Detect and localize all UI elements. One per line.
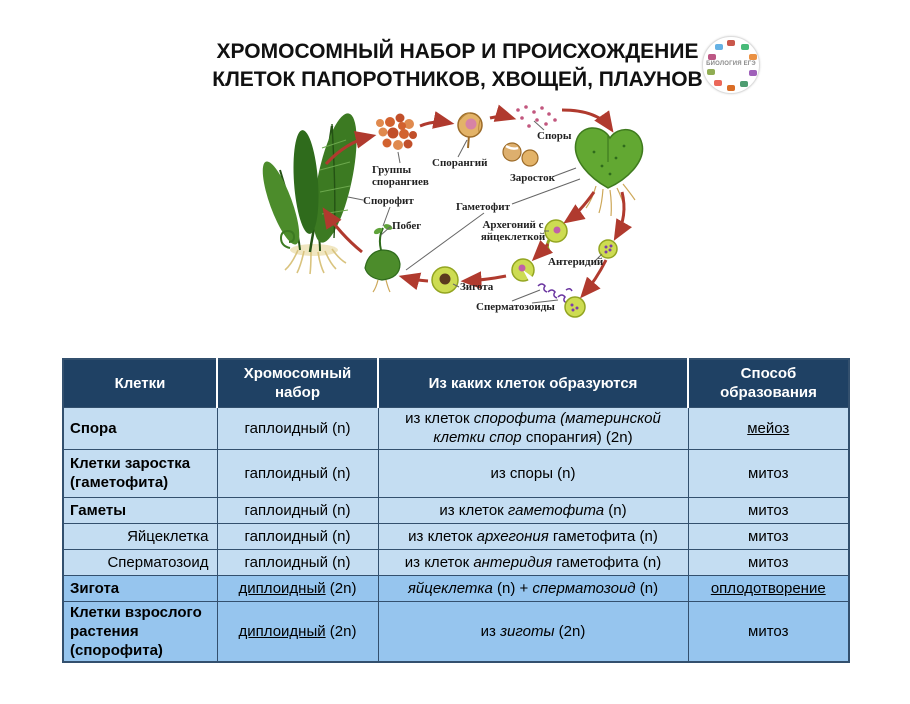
cell-text-segment: сперматозоид	[532, 579, 636, 597]
zygote-drawing	[432, 267, 458, 293]
label-spores: Споры	[537, 130, 572, 142]
page-title-line1: ХРОМОСОМНЫЙ НАБОР И ПРОИСХОЖДЕНИЕ	[216, 40, 699, 63]
logo-art-dot	[707, 69, 715, 75]
cell-text-segment: (2n)	[325, 579, 357, 597]
label-sporangia-groups: Группы спорангиев	[372, 164, 429, 188]
cell-text-segment: из клеток	[404, 553, 474, 571]
cell-text-segment: диплоидный	[238, 579, 326, 597]
label-prothallus: Заросток	[510, 172, 555, 184]
cell-r2c0	[63, 497, 217, 523]
col-header-chromosome-set: Хромосомный набор	[217, 359, 378, 407]
cell-r5c1	[217, 575, 378, 601]
cell-text-segment: гаплоидный (n)	[244, 553, 351, 571]
cell-r4c2	[378, 549, 688, 575]
lower-archegonium-drawing	[565, 297, 585, 317]
sporangium-drawing	[458, 113, 482, 148]
table-row	[63, 601, 849, 662]
cell-r6c3	[688, 601, 849, 662]
cell-text-segment: гаплоидный (n)	[244, 501, 351, 519]
col-header-formed-from: Из каких клеток образуются	[378, 359, 688, 407]
cell-text-segment: (n) +	[492, 579, 533, 597]
cell-r0c3	[688, 407, 849, 449]
table-row	[63, 497, 849, 523]
cell-text-segment: (2n)	[325, 622, 357, 640]
biology-ege-logo	[702, 36, 760, 94]
cell-r3c1	[217, 523, 378, 549]
cell-r6c2	[378, 601, 688, 662]
cell-text-segment: Яйцеклетка	[127, 527, 209, 545]
fern-life-cycle-diagram	[250, 100, 710, 350]
cell-r3c2	[378, 523, 688, 549]
cell-text-segment: (n)	[604, 501, 627, 519]
label-sporophyte: Спорофит	[363, 195, 414, 207]
cell-r0c0	[63, 407, 217, 449]
cell-text-segment: спорофита (материнской клетки спор	[433, 410, 661, 446]
cell-r6c0	[63, 601, 217, 662]
cell-text-segment: из клеток	[408, 527, 477, 545]
cell-r2c2	[378, 497, 688, 523]
cell-text-segment: (2n)	[554, 622, 586, 640]
cell-text-segment: из	[480, 622, 501, 640]
page-title-line2: КЛЕТОК ПАПОРОТНИКОВ, ХВОЩЕЙ, ПЛАУНОВ	[212, 68, 703, 91]
cell-text-segment: Сперматозоид	[107, 553, 209, 571]
cell-text-segment: из клеток	[439, 501, 508, 519]
col-header-formation-method: Способ образования	[688, 359, 849, 407]
cell-text-segment: митоз	[748, 527, 789, 545]
cell-text-segment: оплодотворение	[710, 579, 826, 597]
cell-r0c1	[217, 407, 378, 449]
cell-r4c3	[688, 549, 849, 575]
cell-r2c1	[217, 497, 378, 523]
table-row	[63, 449, 849, 497]
logo-art-dot	[727, 85, 735, 91]
cell-r4c0	[63, 549, 217, 575]
logo-art-dot	[749, 54, 757, 60]
table-header-row	[63, 359, 849, 407]
cell-text-segment: митоз	[748, 501, 789, 519]
table-row	[63, 523, 849, 549]
label-antheridium: Антеридий	[548, 256, 604, 268]
cell-r5c0	[63, 575, 217, 601]
cell-text-segment: антеридия	[473, 553, 553, 571]
cell-text-segment: митоз	[748, 464, 789, 482]
cell-text-segment: гаметофита (n)	[548, 527, 658, 545]
table-body	[63, 407, 849, 662]
cell-text-segment: из споры (n)	[490, 464, 576, 482]
cell-text-segment: Клетки взрослого растения (спорофита)	[70, 603, 202, 659]
cell-r1c3	[688, 449, 849, 497]
cell-text-segment: спорангия) (2n)	[521, 429, 633, 446]
label-shoot: Побег	[392, 220, 422, 232]
cell-text-segment: митоз	[748, 622, 789, 640]
cell-r2c3	[688, 497, 849, 523]
logo-art-dot	[714, 80, 722, 86]
cell-text-segment: гаметофита	[507, 501, 605, 519]
logo-art-dot	[715, 44, 723, 50]
col-header-cells: Клетки	[63, 359, 217, 407]
cell-text-segment: гаметофита (n)	[552, 553, 662, 571]
cell-r4c1	[217, 549, 378, 575]
logo-art-dot	[727, 40, 735, 46]
page-title	[150, 38, 765, 94]
logo-art-dot	[740, 81, 748, 87]
cell-text-segment: гаплоидный (n)	[244, 419, 351, 437]
label-spermatozoa: Сперматозоиды	[476, 301, 555, 313]
cell-text-segment: митоз	[748, 553, 789, 571]
cell-r1c2	[378, 449, 688, 497]
cell-text-segment: диплоидный	[238, 622, 326, 640]
cell-text-segment: Спора	[70, 419, 117, 437]
cell-r6c1	[217, 601, 378, 662]
logo-art-dot	[708, 54, 716, 60]
table-header	[63, 359, 849, 407]
cell-r3c3	[688, 523, 849, 549]
cell-r0c2	[378, 407, 688, 449]
sporangia-cluster-drawing	[376, 114, 417, 151]
cell-r1c0	[63, 449, 217, 497]
cell-text-segment: яйцеклетка	[407, 579, 493, 597]
chromosome-set-table	[62, 358, 850, 663]
table-row	[63, 407, 849, 449]
label-zygote: Зигота	[460, 281, 494, 293]
cell-text-segment: из клеток	[405, 410, 474, 427]
cell-text-segment: архегония	[476, 527, 549, 545]
cell-text-segment: гаплоидный (n)	[244, 464, 351, 482]
fern-sporophyte-drawing	[256, 110, 366, 274]
label-sporangium: Спорангий	[432, 157, 488, 169]
open-archegonium-drawing	[512, 259, 534, 283]
cell-r5c2	[378, 575, 688, 601]
cell-r5c3	[688, 575, 849, 601]
table-row	[63, 549, 849, 575]
label-archegonium-egg: Архегоний с яйцеклеткой	[480, 219, 546, 243]
cell-text-segment: (n)	[635, 579, 659, 597]
cell-text-segment: Зигота	[70, 579, 120, 597]
cell-r1c1	[217, 449, 378, 497]
cell-text-segment: гаплоидный (n)	[244, 527, 351, 545]
logo-text: БИОЛОГИЯ ЕГЭ	[706, 61, 756, 67]
cell-text-segment: Гаметы	[70, 501, 127, 519]
logo-art-dot	[741, 44, 749, 50]
cell-text-segment: Клетки заростка (гаметофита)	[70, 455, 191, 491]
logo-art-dot	[749, 70, 757, 76]
cell-r3c0	[63, 523, 217, 549]
cell-text-segment: мейоз	[747, 419, 790, 437]
cell-text-segment: зиготы	[500, 622, 555, 640]
label-gametophyte: Гаметофит	[456, 201, 511, 213]
table-row	[63, 575, 849, 601]
